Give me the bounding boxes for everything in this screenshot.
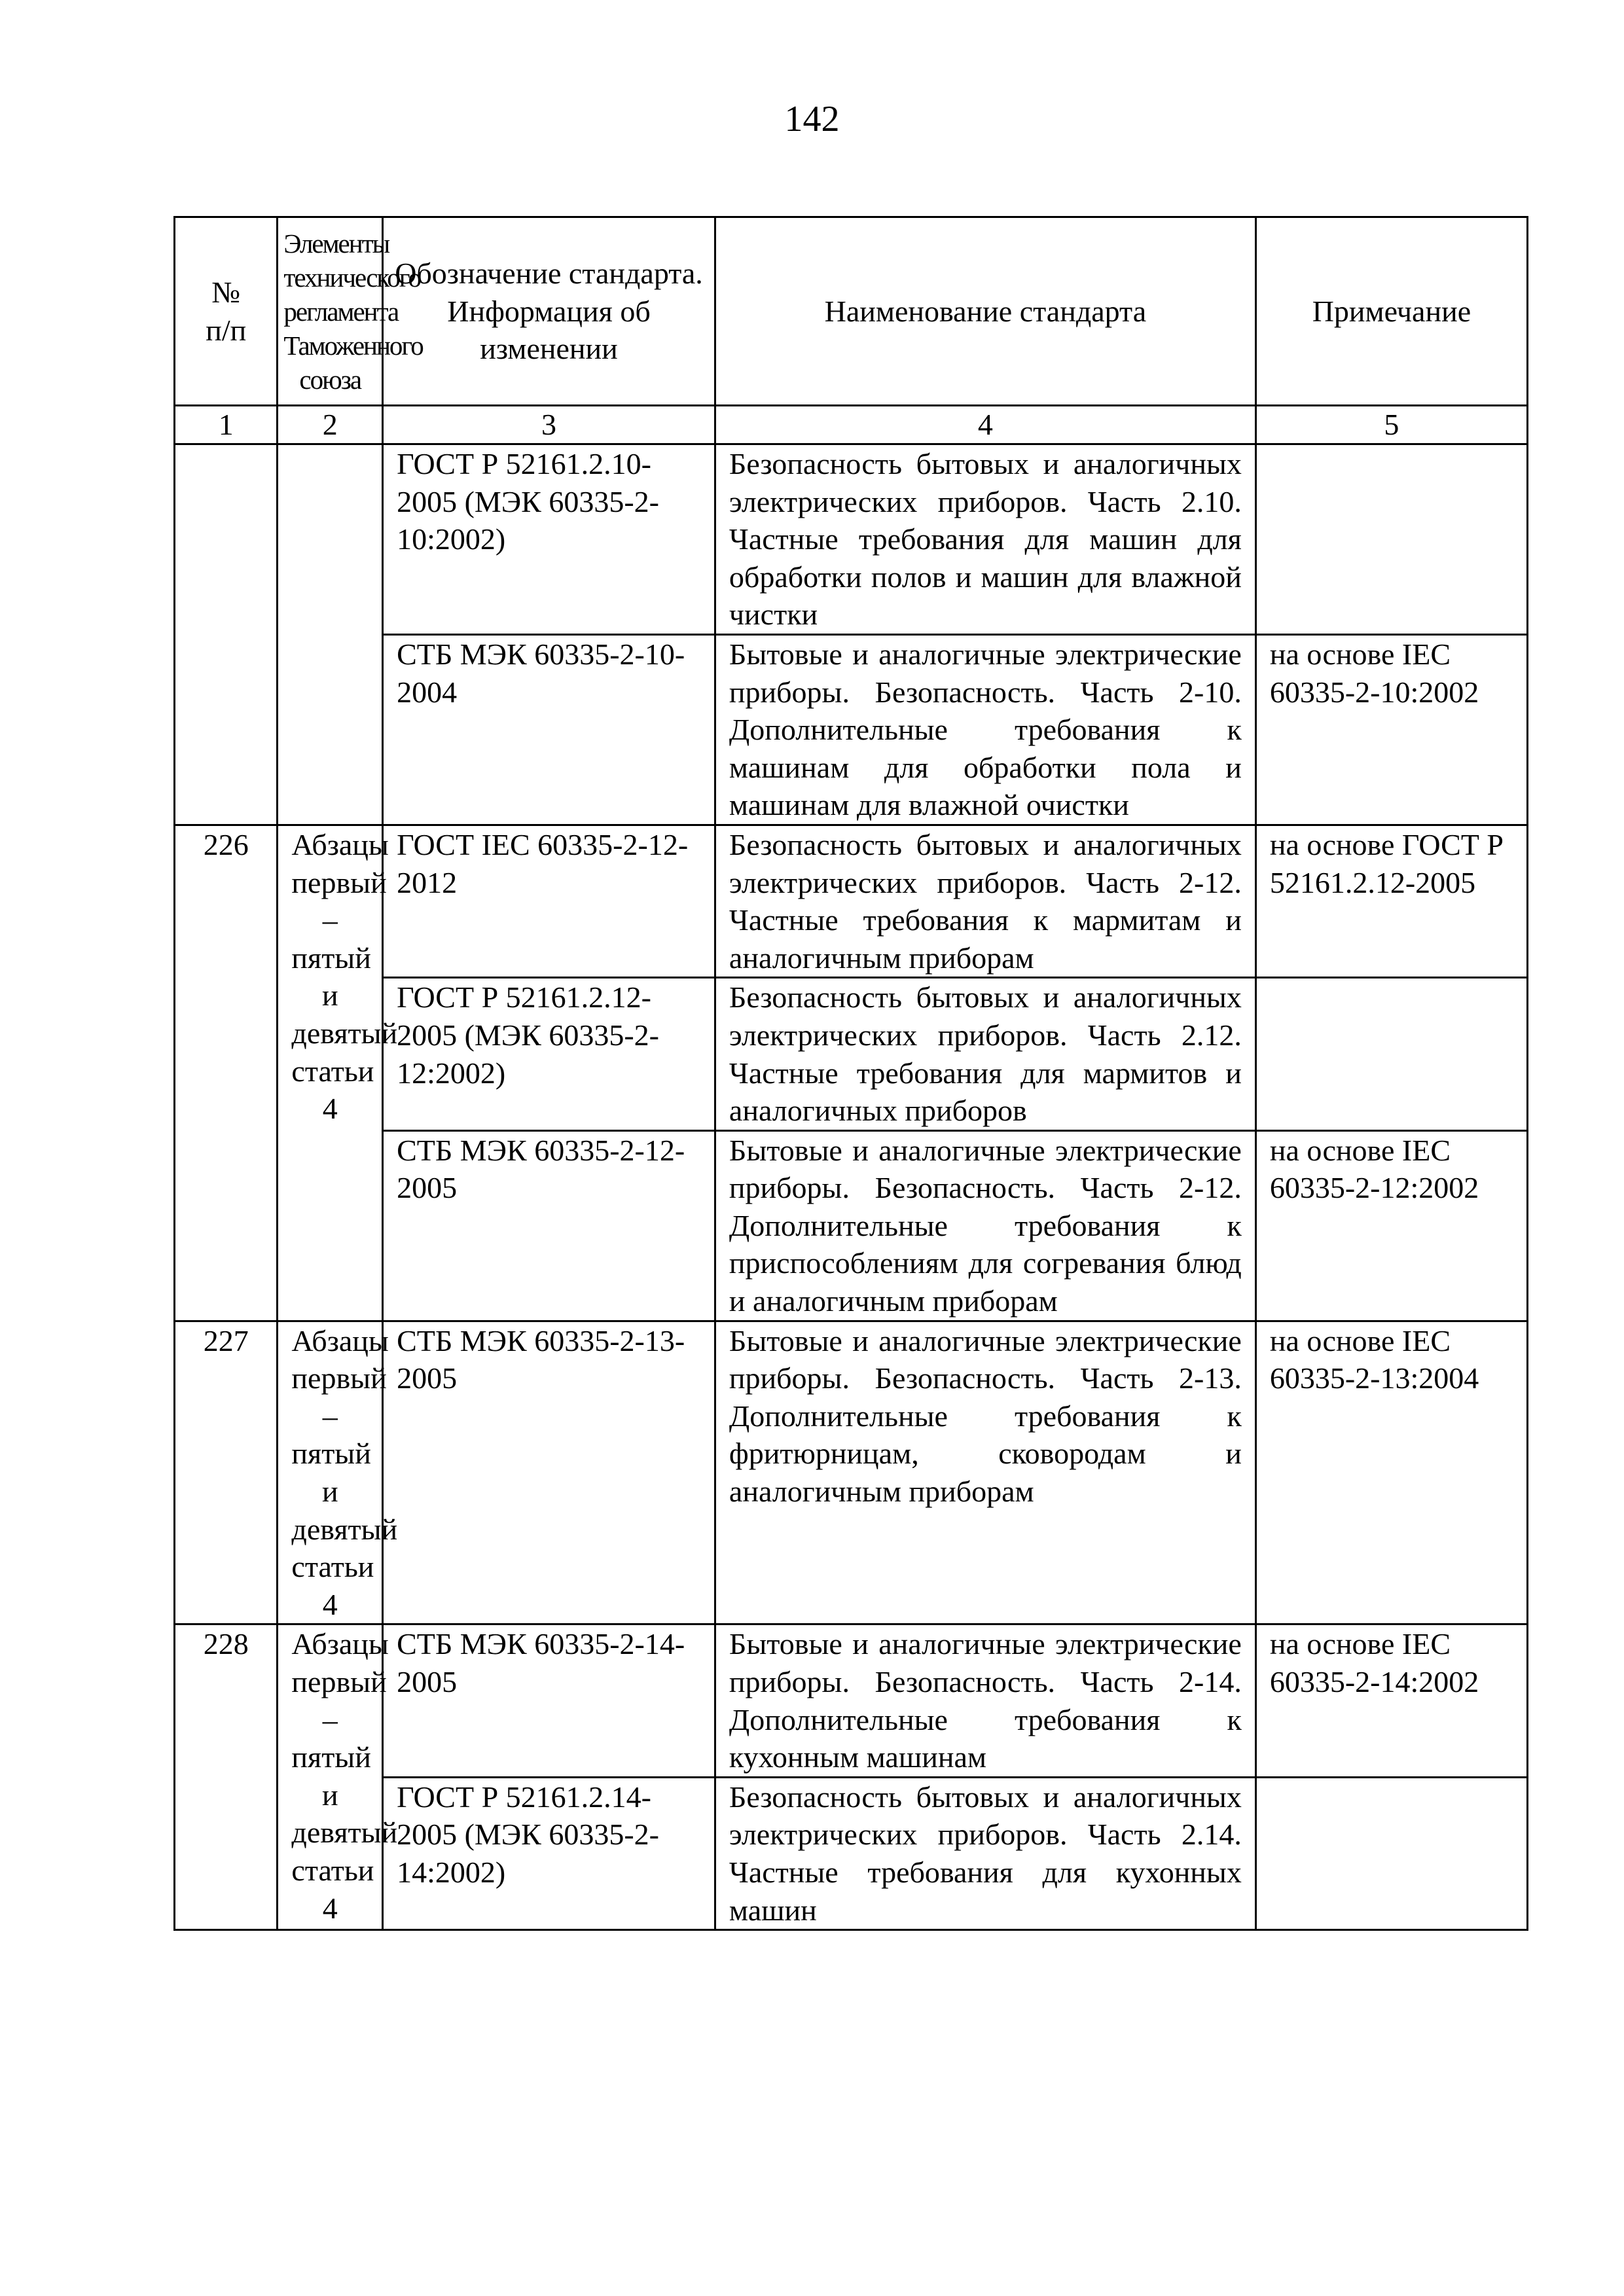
row-elements: Абзацы первый – пятый и девятый статьи 4 — [278, 1624, 383, 1930]
column-number-row — [175, 406, 1528, 444]
row-number: 226 — [175, 825, 278, 1321]
standard-designation: ГОСТ Р 52161.2.10-2005 (МЭК 60335-2-10:2002) — [383, 444, 715, 635]
standard-name: Бытовые и аналогичные электрические приборы. Безопасность. Часть 2-13. Дополнительные требования к фритюрницам, сковородам и аналогичным приборам — [715, 1321, 1255, 1624]
standard-note: на основе IEC 60335-2-14:2002 — [1255, 1624, 1527, 1777]
standard-name: Безопасность бытовых и аналогичных электрических приборов. Часть 2.10. Частные требования для машин для обработки полов и машин для влажной чистки — [715, 444, 1255, 635]
column-number: 1 — [175, 406, 278, 444]
standard-designation: СТБ МЭК 60335-2-12-2005 — [383, 1130, 715, 1321]
standard-name: Безопасность бытовых и аналогичных электрических приборов. Часть 2-12. Частные требования к мармитам и аналогичным приборам — [715, 825, 1255, 977]
standard-designation: СТБ МЭК 60335-2-13-2005 — [383, 1321, 715, 1624]
row-number: 228 — [175, 1624, 278, 1930]
standard-note — [1255, 1777, 1527, 1929]
page-number: 142 — [784, 99, 840, 139]
standard-note — [1255, 444, 1527, 635]
standards-table — [173, 216, 1528, 1931]
standard-name: Безопасность бытовых и аналогичных электрических приборов. Часть 2.12. Частные требования для мармитов и аналогичных приборов — [715, 978, 1255, 1130]
row-elements: Абзацы первый – пятый и девятый статьи 4 — [278, 1321, 383, 1624]
column-number: 5 — [1255, 406, 1527, 444]
table-row — [175, 1321, 1528, 1624]
header-row-number-text: № п/п — [206, 275, 247, 347]
row-number — [175, 444, 278, 825]
header-name: Наименование стандарта — [715, 217, 1255, 406]
table-row — [175, 444, 1528, 635]
table-row — [175, 825, 1528, 977]
standard-note: на основе IEC 60335-2-13:2004 — [1255, 1321, 1527, 1624]
standard-note: на основе IEC 60335-2-10:2002 — [1255, 634, 1527, 825]
standard-note — [1255, 978, 1527, 1130]
column-number: 2 — [278, 406, 383, 444]
table-header-row — [175, 217, 1528, 406]
standard-name: Бытовые и аналогичные электрические приборы. Безопасность. Часть 2-14. Дополнительные требования к кухонным машинам — [715, 1624, 1255, 1777]
standard-note: на основе IEC 60335-2-12:2002 — [1255, 1130, 1527, 1321]
header-designation: Обозначение стандарта. Информация об изменении — [383, 217, 715, 406]
column-number: 3 — [383, 406, 715, 444]
table-row — [175, 1624, 1528, 1777]
header-elements: Элементы технического регламента Таможенного союза — [278, 217, 383, 406]
header-row-number — [175, 217, 278, 406]
standard-designation: ГОСТ Р 52161.2.14-2005 (МЭК 60335-2-14:2002) — [383, 1777, 715, 1929]
standard-designation: СТБ МЭК 60335-2-14-2005 — [383, 1624, 715, 1777]
standard-name: Бытовые и аналогичные электрические приборы. Безопасность. Часть 2-12. Дополнительные требования к приспособлениям для согревания блюд и аналогичным приборам — [715, 1130, 1255, 1321]
column-number: 4 — [715, 406, 1255, 444]
row-elements — [278, 444, 383, 825]
standard-designation: ГОСТ IEC 60335-2-12-2012 — [383, 825, 715, 977]
standard-name: Бытовые и аналогичные электрические приборы. Безопасность. Часть 2-10. Дополнительные требования к машинам для обработки пола и машинам для влажной очистки — [715, 634, 1255, 825]
header-note: Примечание — [1255, 217, 1527, 406]
standard-name: Безопасность бытовых и аналогичных электрических приборов. Часть 2.14. Частные требования для кухонных машин — [715, 1777, 1255, 1929]
standard-designation: ГОСТ Р 52161.2.12-2005 (МЭК 60335-2-12:2002) — [383, 978, 715, 1130]
standard-designation: СТБ МЭК 60335-2-10-2004 — [383, 634, 715, 825]
row-number: 227 — [175, 1321, 278, 1624]
standard-note: на основе ГОСТ Р 52161.2.12-2005 — [1255, 825, 1527, 977]
row-elements: Абзацы первый – пятый и девятый статьи 4 — [278, 825, 383, 1321]
